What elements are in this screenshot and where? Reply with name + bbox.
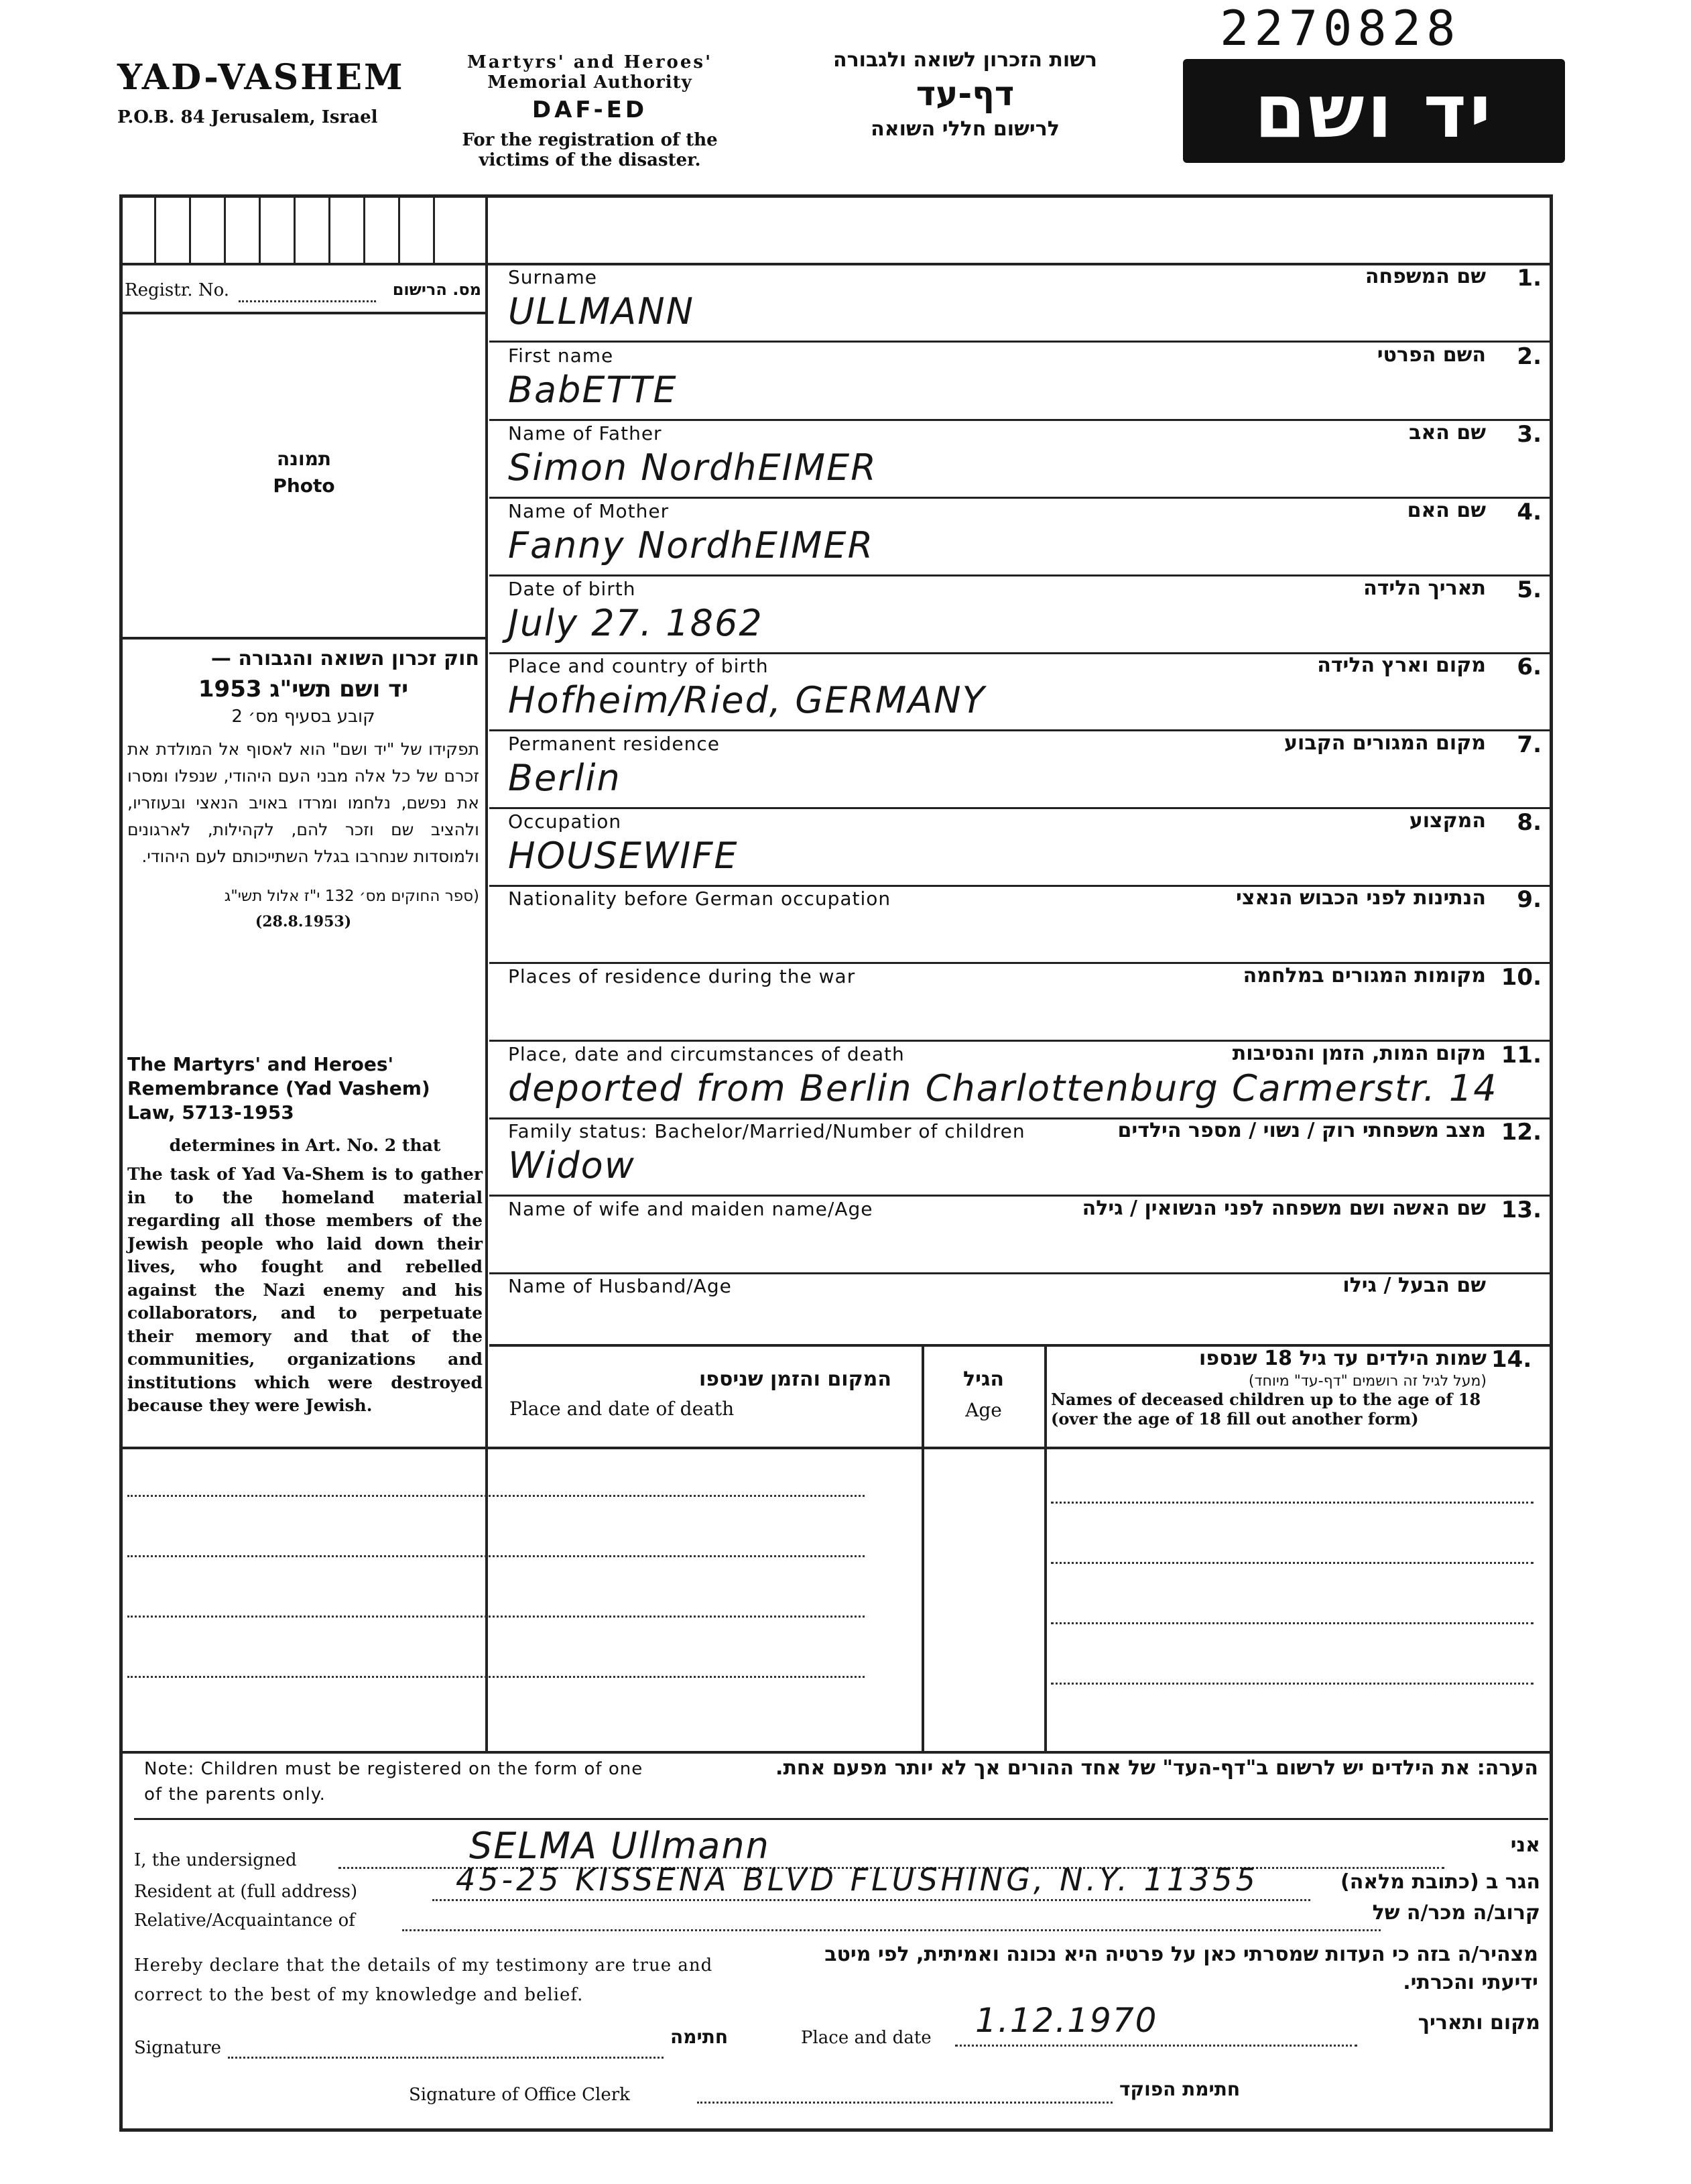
field-label: Family status: Bachelor/Married/Number of children (508, 1120, 1025, 1142)
child-row-line[interactable] (1051, 1622, 1533, 1624)
law-hebrew (127, 647, 479, 930)
org-address: P.O.B. 84 Jerusalem, Israel (117, 107, 378, 127)
field-row (489, 265, 1550, 343)
field-value[interactable]: BabETTE (508, 369, 678, 411)
registr-label: Registr. No. (125, 280, 230, 300)
field-value[interactable]: July 27. 1862 (508, 602, 763, 644)
children-col-place (496, 1368, 918, 1420)
col-names-he-sub: (מעל לגיל זה רושמים "דף-עד" מיוחד) (1248, 1373, 1487, 1390)
field-number: 6. (1517, 654, 1542, 680)
field-number: 11. (1501, 1042, 1542, 1069)
law-ref-he: (ספר החוקים מס׳ 132 י"ז אלול תשי"ג (224, 888, 479, 905)
field-row (489, 886, 1550, 965)
declare-en: Hereby declare that the details of my testimony are true and correct to the best of my knowledge and belief. (134, 1955, 713, 2005)
clerk-label: Signature of Office Clerk (409, 2085, 630, 2105)
field-value[interactable]: deported from Berlin Charlottenburg Carmerstr. 14 (508, 1067, 1498, 1109)
registr-number-field[interactable] (239, 300, 376, 302)
place-date-field-line[interactable] (955, 2045, 1357, 2047)
field-label: Name of Father (508, 422, 662, 444)
child-row-line[interactable] (1051, 1502, 1533, 1504)
field-label-he: שם הבעל / גילו (1342, 1274, 1486, 1297)
relative-he: קרוב/ה מכר/ה של (1372, 1901, 1540, 1925)
child-row-line[interactable] (127, 1555, 865, 1557)
child-row-line[interactable] (127, 1495, 865, 1497)
field-number: 10. (1501, 964, 1542, 991)
field-row (489, 1042, 1550, 1120)
center-line-3: DAF-ED (531, 97, 648, 123)
hebrew-line-1: רשות הזכרון לשואה ולגבורה (833, 48, 1097, 72)
field-label-he: מקום המות, הזמן והנסיבות (1232, 1042, 1486, 1065)
center-line-5: victims of the disaster. (479, 150, 701, 170)
children-col-names (1051, 1344, 1487, 1429)
field-number: 1. (1517, 265, 1542, 292)
center-line-2: Memorial Authority (487, 72, 692, 93)
registr-label-he: מס. הרישום (392, 280, 481, 299)
child-row-line[interactable] (1051, 1562, 1533, 1564)
place-date-label: Place and date (801, 2028, 932, 2048)
field-row (489, 577, 1550, 655)
col-place: Place and date of death (509, 1398, 735, 1420)
field-number: 3. (1517, 421, 1542, 448)
field-label: Permanent residence (508, 733, 721, 755)
field-row (489, 964, 1550, 1042)
signature-field-line[interactable] (228, 2057, 664, 2059)
field-label: Date of birth (508, 578, 636, 600)
center-line-4: For the registration of the (462, 130, 718, 150)
photo-label: Photo (273, 475, 335, 497)
clerk-field-line[interactable] (697, 2102, 1113, 2104)
child-row-line[interactable] (127, 1676, 865, 1678)
field-label: Place, date and circumstances of death (508, 1043, 905, 1065)
field-value[interactable]: Widow (508, 1144, 635, 1187)
col-age: Age (965, 1399, 1002, 1421)
field-row (489, 1119, 1550, 1197)
law-english (127, 1052, 483, 1418)
field-number: 12. (1501, 1119, 1542, 1146)
field-label-he: מקום המגורים הקבוע (1284, 731, 1486, 755)
field-label: First name (508, 345, 614, 367)
col-names-sub: (over the age of 18 fill out another form) (1051, 1409, 1419, 1429)
law-title-he-3: קובע בסעיף מס׳ 2 (231, 707, 375, 727)
header-center (442, 52, 737, 170)
field-number: 9. (1517, 886, 1542, 913)
photo-area (123, 314, 485, 635)
field-label: Surname (508, 266, 597, 288)
field-row (489, 731, 1550, 810)
declare-he: מצהיר/ה בזה כי העדות שמסרתי כאן על פרטיה היא נכונה ואמיתית, לפי מיטב ידיעתי והכרתי. (824, 1943, 1538, 1994)
field-label: Places of residence during the war (508, 965, 856, 987)
field-value[interactable]: Simon NordhEIMER (508, 446, 877, 489)
field-label-he: המקצוע (1409, 809, 1486, 833)
resident-he: הגר ב (כתובת מלאה) (1340, 1870, 1540, 1894)
field-row (489, 809, 1550, 888)
yad-vashem-logo (1183, 59, 1565, 163)
field-row (489, 654, 1550, 732)
children-col-age (928, 1368, 1039, 1421)
field-label: Name of Mother (508, 500, 670, 522)
field-number: 5. (1517, 577, 1542, 603)
law-title-he-2: יד ושם תשי"ג 1953 (198, 676, 409, 703)
field-label-he: שם האב (1409, 421, 1486, 444)
law-body-he: תפקידו של "יד ושם" הוא לאסוף אל המולדת את זכרם של כל אלה מבני העם היהודי, שנפלו ומסרו את נפשם, נלחמו ומרדו באויב הנאצי ובעוזריו, ולהציב שם וזכר להם, לקהילות, לארגונים ולמוסדות שנחרבו בגלל השתייכותם לעם היהודי. (127, 739, 479, 866)
law-ref-date: (28.8.1953) (255, 913, 352, 930)
field-number: 2. (1517, 343, 1542, 370)
field-value[interactable]: Berlin (508, 757, 621, 799)
field-row (489, 1197, 1550, 1275)
undersigned-he: אני (1510, 1833, 1540, 1857)
law-body-en: The task of Yad Va-Shem is to gather in to the homeland material regarding all those members of the Jewish people who laid down their lives, who fought and rebelled against the Nazi enemy and his collaborators, and to perpetuate their memory and that of the communities, organizations and institutions which were destroyed because they were Jewish. (127, 1164, 483, 1415)
note-he: הערה: את הילדים יש לרשום ב"דף-העד" של אחד ההורים אך לא יותר מפעם אחת. (775, 1756, 1538, 1780)
field-label-he: מצב משפחתי רוק / נשוי / מספר הילדים (1117, 1119, 1486, 1142)
photo-label-he: תמונה (277, 448, 331, 470)
law-determines: determines in Art. No. 2 that (169, 1136, 441, 1155)
logo-text: יד ושם (1254, 68, 1494, 154)
field-label-he: שם המשפחה (1365, 265, 1486, 288)
child-row-line[interactable] (1051, 1683, 1533, 1685)
resident-label: Resident at (full address) (134, 1882, 358, 1902)
field-number: 8. (1517, 809, 1542, 836)
field-row (489, 1274, 1550, 1352)
resident-field-line[interactable] (432, 1899, 1310, 1901)
field-label-he: תאריך הלידה (1363, 577, 1486, 600)
field-label-he: הנתינות לפני הכבוש הנאצי (1236, 886, 1486, 910)
field-number: 7. (1517, 731, 1542, 758)
place-date-value[interactable]: 1.12.1970 (975, 2001, 1158, 2040)
field-label-he: שם האם (1407, 499, 1486, 522)
children-table-number: 14. (1491, 1346, 1532, 1373)
law-title-en: The Martyrs' and Heroes' Remembrance (Yad Vashem) Law, 5713-1953 (127, 1053, 430, 1124)
signature-label: Signature (134, 2038, 222, 2058)
place-date-he: מקום ותאריך (1418, 2011, 1540, 2035)
field-number: 4. (1517, 499, 1542, 526)
col-names-he: שמות הילדים עד גיל 18 שנספו (1199, 1347, 1487, 1370)
registr-no-row (125, 280, 481, 307)
field-label-he: מקום וארץ הלידה (1317, 654, 1486, 677)
law-title-he-1: חוק זכרון השואה והגבורה — (210, 647, 479, 670)
signature-he: חתימה (670, 2026, 729, 2048)
field-label-he: השם הפרטי (1377, 343, 1486, 367)
field-label: Name of wife and maiden name/Age (508, 1198, 873, 1220)
undersigned-value[interactable]: SELMA Ullmann (469, 1825, 770, 1867)
child-row-line[interactable] (127, 1616, 865, 1618)
field-label: Place and country of birth (508, 655, 769, 677)
note-en: Note: Children must be registered on the form of one of the parents only. (144, 1759, 643, 1805)
relative-label: Relative/Acquaintance of (134, 1910, 355, 1931)
serial-number: 2270828 (1220, 0, 1461, 56)
col-names: Names of deceased children up to the age of 18 (1051, 1390, 1481, 1409)
field-value[interactable]: HOUSEWIFE (508, 835, 739, 877)
field-label: Occupation (508, 810, 622, 833)
field-label: Name of Husband/Age (508, 1275, 732, 1297)
field-value[interactable]: Fanny NordhEIMER (508, 524, 875, 566)
org-name: YAD-VASHEM (117, 57, 405, 98)
field-number: 13. (1501, 1197, 1542, 1223)
field-value[interactable]: ULLMANN (508, 290, 695, 332)
undersigned-label: I, the undersigned (134, 1850, 297, 1870)
field-label-he: שם האשה ושם משפחה לפני הנשואין / גילה (1082, 1197, 1486, 1220)
field-value[interactable]: Hofheim/Ried, GERMANY (508, 679, 986, 721)
relative-field-line[interactable] (402, 1929, 1381, 1931)
hebrew-line-3: לרישום חללי השואה (871, 117, 1060, 141)
hebrew-line-2: דף-עד (916, 74, 1015, 113)
resident-value[interactable]: 45-25 KISSENA BLVD FLUSHING, N.Y. 11355 (456, 1862, 1259, 1898)
field-row (489, 343, 1550, 422)
field-divider (489, 341, 1552, 343)
clerk-he: חתימת הפוקד (1119, 2078, 1241, 2100)
center-line-1: Martyrs' and Heroes' (466, 52, 713, 72)
col-age-he: הגיל (963, 1368, 1004, 1391)
header-hebrew (791, 48, 1139, 141)
field-label-he: מקומות המגורים במלחמה (1243, 964, 1486, 987)
field-row (489, 499, 1550, 577)
col-place-he: המקום והזמן שניספו (698, 1368, 891, 1391)
field-label: Nationality before German occupation (508, 888, 891, 910)
field-row (489, 421, 1550, 499)
